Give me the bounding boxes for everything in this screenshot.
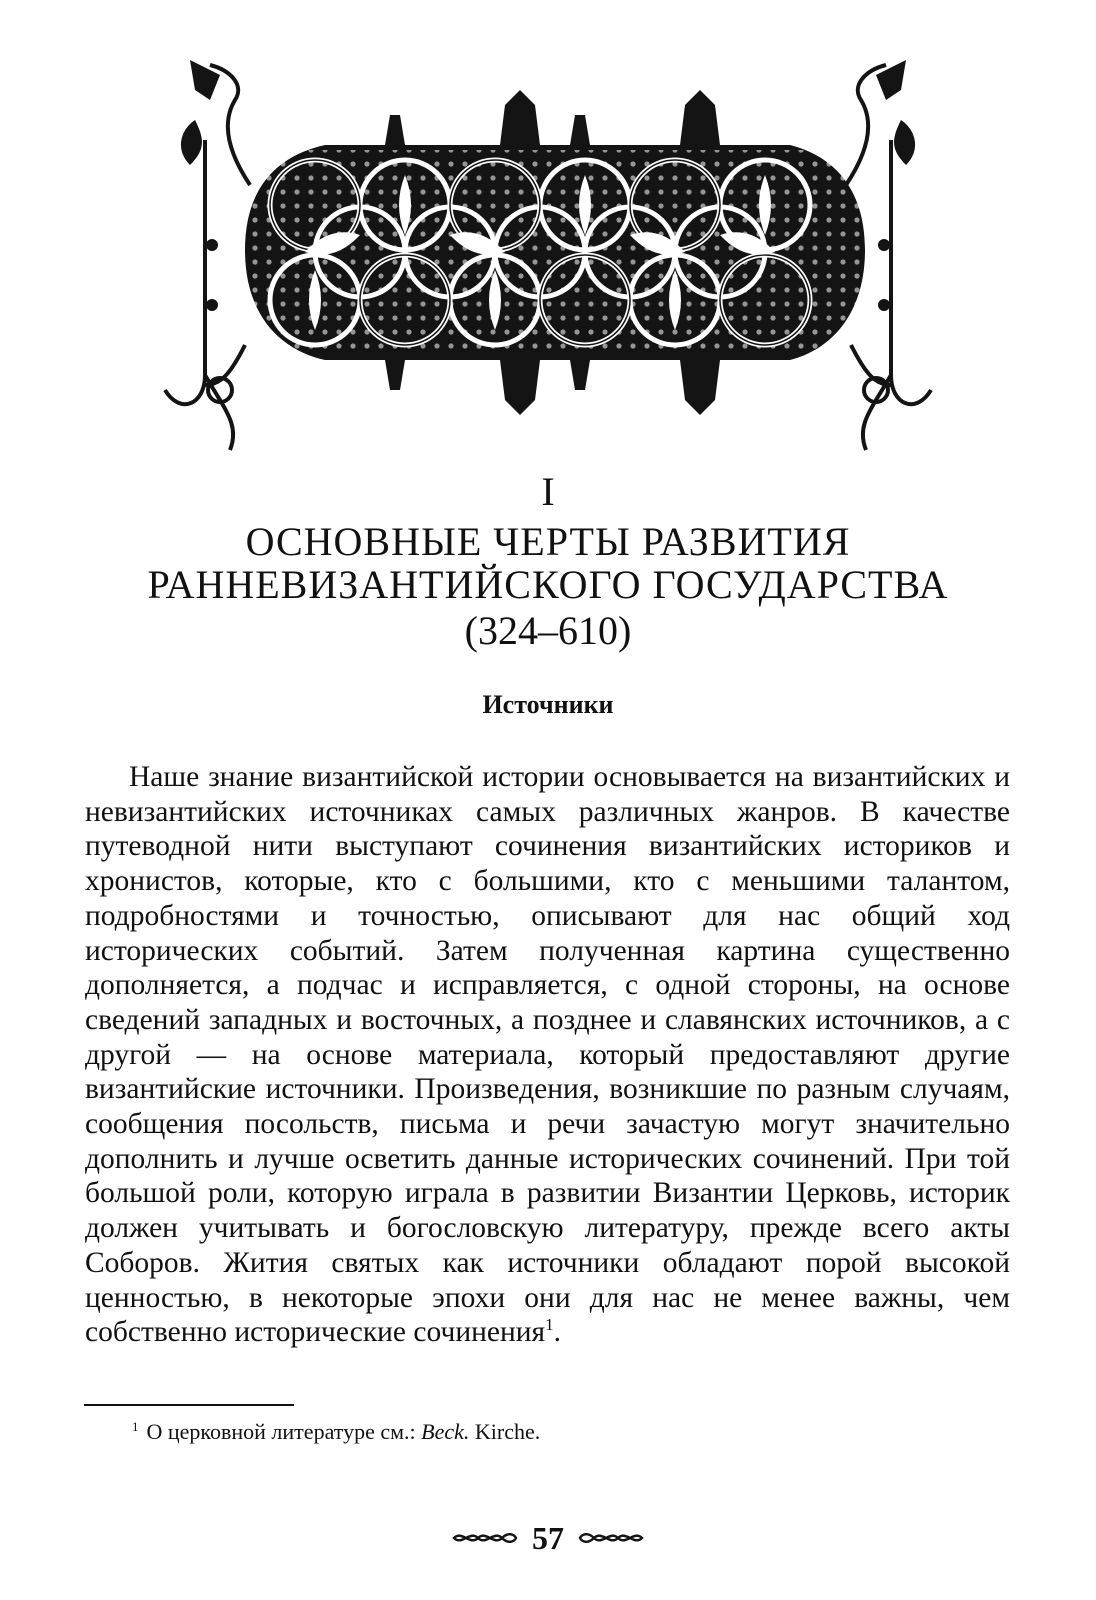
page-footer: [0, 1518, 1096, 1558]
page-number: 57: [532, 1520, 564, 1556]
body-text: [85, 760, 1010, 1350]
knot-ornament-right-icon: [578, 1530, 644, 1546]
chapter-title-line-2: РАННЕВИЗАНТИЙСКОГО ГОСУДАРСТВА: [147, 562, 949, 607]
left-finial: [181, 60, 220, 311]
footnote-text: О церковной литературе см.:: [146, 1419, 422, 1444]
paragraph-text: Наше знание византийской истории основывается на византийских и невизантийских источниках самых различных жанров. В качестве путеводной нити выступают сочинения византийских историков и хронистов, которые, кто с большими, кто с меньшими талантом, подробностями и точностью, описывают для нас общий ход исторических событий. Затем полученная картина существенно дополняется, а подчас и исправляется, с одной стороны, на основе сведений западных и восточных, а позднее и славянских источников, а с другой — на основе материала, который предоставляют другие византийские источники. Произведения, возникшие по разным случаям, сообщения посольств, письма и речи зачастую могут значительно дополнить и лучше осветить данные исторических сочинений. При той большой роли, которую играла в развитии Византии Церковь, историк должен учитывать и богословскую литературу, прежде всего акты Соборов. Жития святых как источники обладают порой высокой ценностью, в некоторые эпохи они для нас не менее важны, чем собственно исторические сочинения: [85, 761, 1010, 1349]
footnote-divider: [84, 1404, 294, 1406]
chapter-number: I: [541, 469, 555, 514]
chapter-title-line-1: ОСНОВНЫЕ ЧЕРТЫ РАЗВИТИЯ: [245, 519, 851, 564]
footnote: [132, 1418, 1012, 1446]
right-finial: [876, 60, 915, 311]
section-heading: Источники: [482, 690, 614, 719]
ornament-band: [245, 90, 865, 415]
footnote-ref: 1: [545, 1315, 554, 1335]
chapter-title-dates: (324–610): [464, 608, 632, 653]
footnote-source: Kirche.: [469, 1419, 541, 1444]
paragraph: [85, 760, 1010, 1350]
paragraph-end: .: [553, 1316, 562, 1349]
footnote-marker: 1: [132, 1418, 139, 1434]
left-flourish: [165, 65, 250, 450]
footnote-author: Beck.: [421, 1419, 470, 1444]
headpiece-ornament: [150, 45, 946, 465]
